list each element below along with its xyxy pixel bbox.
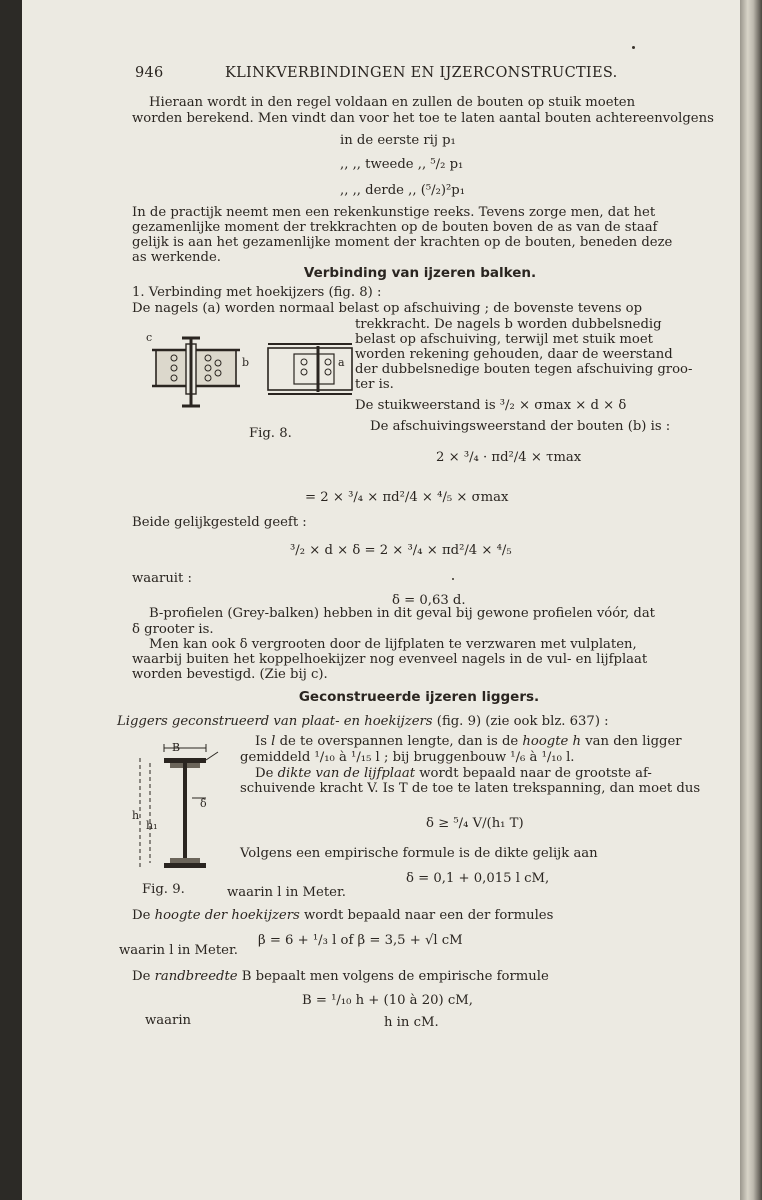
fig8-label-a: a [338,356,345,369]
practice-line-2: gezamenlijke moment der trekkrachten op de bouten boven de as van de staaf [132,220,658,235]
fig9-label-B: B [172,741,181,754]
bprofiel-line-2: δ grooter is. [132,622,214,637]
waarin-label: waarin [145,1013,192,1028]
page-number: 946 [135,65,164,81]
fig9-label-h1: h₁ [146,819,158,832]
wrap-line-1: trekkracht. De nagels b worden dubbelsnedig [355,317,662,332]
ligger-line-4: schuivende kracht V. Is T de toe te laten trekspanning, dan moet dus [240,781,701,796]
figure-9-drawing [134,738,222,880]
formula-shear-expanded: = 2 × ³/₄ × πd²/4 × ⁴/₅ × σmax [305,490,509,505]
h-in-cm: h in cM. [384,1015,439,1030]
section-title-verbinding: Verbinding van ijzeren balken. [303,265,537,281]
waarin-meter-1: waarin l in Meter. [227,885,346,900]
waarin-meter-2: waarin l in Meter. [119,943,238,958]
liggers-lead-rest: (fig. 9) (zie ook blz. 637) : [436,714,609,729]
formula-shear: 2 × ³/₄ · πd²/4 × τmax [436,450,582,465]
bprofiel-line-1: B-profielen (Grey-balken) hebben in dit geval bij gewone profielen vóór, dat [149,606,655,621]
formula-equated: ³/₂ × d × δ = 2 × ³/₄ × πd²/4 × ⁴/₅ [290,543,512,558]
ligger-line-3: De dikte van de lijfplaat wordt bepaald naar de grootste af- [255,766,652,781]
equate-label: Beide gelijkgesteld geeft : [132,515,307,530]
fig9-caption: Fig. 9. [142,882,185,897]
formula-lijfplaat: δ ≥ ⁵/₄ V/(h₁ T) [426,816,524,831]
practice-line-3: gelijk is aan het gezamenlijke moment der krachten op de bouten, beneden deze [132,235,673,250]
series-row-2: ,, ,, tweede ,, ⁵/₂ p₁ [340,157,464,172]
running-title: KLINKVERBINDINGEN EN IJZERCONSTRUCTIES. [225,65,618,81]
practice-line-4: as werkende. [132,250,221,265]
nagels-line: De nagels (a) worden normaal belast op afschuiving ; de bovenste tevens op [132,301,643,316]
ligger-line-1: Is l de te overspannen lengte, dan is de hoogte h van den ligger [255,734,682,749]
waaruit-label: waaruit : [132,571,192,586]
series-row-3: ,, ,, derde ,, (⁵/₂)²p₁ [340,183,466,198]
section-title-liggers: Geconstrueerde ijzeren liggers. [298,689,540,705]
practice-line-1: In de practijk neemt men een rekenkunstige reeks. Tevens zorge men, dat het [132,205,656,220]
liggers-lead [117,714,609,729]
men-line-3: worden bevestigd. (Zie bij c). [132,667,328,682]
ligger-line-2: gemiddeld ¹/₁₀ à ¹/₁₅ l ; bij bruggenbouw ¹/₆ à ¹/₁₀ l. [240,750,575,765]
fig9-label-h: h [132,809,140,822]
formula-dikte: δ = 0,1 + 0,015 l cM, [406,871,550,886]
liggers-lead-italic: Liggers geconstrueerd van plaat- en hoekijzers [117,714,433,729]
result-formula: δ = 0,63 d. [392,593,466,608]
scan-speck [632,46,635,49]
series-row-1: in de eerste rij p₁ [340,133,456,148]
fig8-label-c: c [146,331,153,344]
figure-8-drawing [144,334,356,416]
fig8-label-b: b [242,356,250,369]
empirical-line: Volgens een empirische formule is de dikte gelijk aan [240,846,598,861]
scan-speck [452,578,454,580]
fig9-label-delta: δ [200,797,207,810]
men-line-1: Men kan ook δ vergrooten door de lijfplaten te verzwaren met vulplaten, [149,637,637,652]
intro-line-2: worden berekend. Men vindt dan voor het toe te laten aantal bouten achtereenvolgens [132,111,714,126]
randbreedte-line: De randbreedte B bepaalt men volgens de empirische formule [132,969,549,984]
wrap-line-5: ter is. [355,377,394,392]
wrap-line-4: der dubbelsnedige bouten tegen afschuiving groo- [355,362,693,377]
intro-line-1: Hieraan wordt in den regel voldaan en zullen de bouten op stuik moeten [149,95,636,110]
afschuiving-line: De afschuivingsweerstand der bouten (b) is : [370,419,671,434]
fig8-caption: Fig. 8. [249,426,292,441]
page-edge [740,0,762,1200]
book-page [22,0,740,1200]
hoekijzer-line: De hoogte der hoekijzers wordt bepaald naar een der formules [132,908,554,923]
formula-randbreedte: B = ¹/₁₀ h + (10 à 20) cM, [302,993,473,1008]
men-line-2: waarbij buiten het koppelhoekijzer nog evenveel nagels in de vul- en lijfplaat [132,652,648,667]
formula-hoekijzer: β = 6 + ¹/₃ l of β = 3,5 + √l cM [258,933,463,948]
item-1: 1. Verbinding met hoekijzers (fig. 8) : [132,285,382,300]
wrap-line-3: worden rekening gehouden, daar de weerstand [355,347,673,362]
wrap-line-2: belast op afschuiving, terwijl met stuik moet [355,332,653,347]
stuik-formula: De stuikweerstand is ³/₂ × σmax × d × δ [355,398,627,413]
